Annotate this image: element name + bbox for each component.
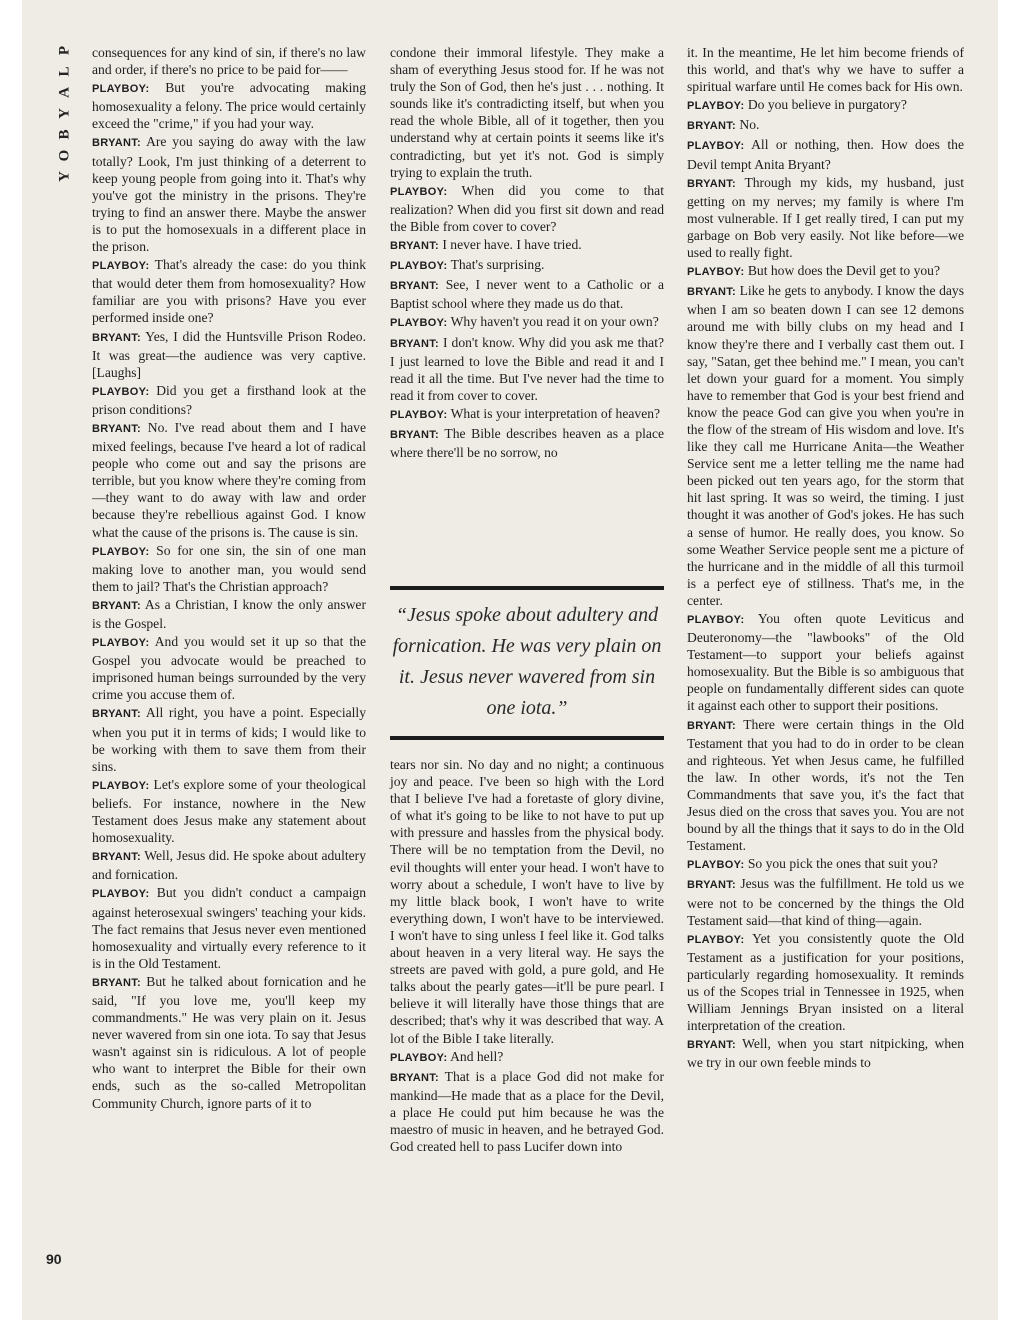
paragraph-text: There were certain things in the Old Testament that you had to do in order to be clean and righteous. Yet when Jesus came, he fulfilled the law. In other words, it's not the Ten Commandments that save you, it's the fact that Jesus died on the cross that saves you. You are not bound by all the things that it says to do in the Old Testament.: [687, 716, 964, 854]
paragraph-text: So for one sin, the sin of one man making love to another man, you would send them to jail? That's the Christian approach?: [92, 542, 366, 594]
interview-paragraph: [390, 425, 664, 461]
speaker-label: BRYANT:: [92, 137, 141, 150]
interview-paragraph: [390, 313, 664, 332]
speaker-label: BRYANT:: [390, 428, 439, 441]
speaker-label: PLAYBOY:: [687, 266, 745, 279]
interview-paragraph: [92, 256, 366, 326]
paragraph-text: But he talked about fornication and he said, "If you love me, you'll keep my commandments." He was very plain on it. Jesus never wavered from sin one iota. To say that Jesus wasn't against sin is ridiculous. A lot of people who want to interpret the Bible for their own ends, such as the so-called Metropolitan Community Church, ignore parts of it to: [92, 973, 366, 1111]
interview-paragraph: [687, 930, 964, 1035]
interview-paragraph: [687, 136, 964, 172]
speaker-label: BRYANT:: [390, 337, 439, 350]
speaker-label: BRYANT:: [687, 1039, 736, 1052]
masthead-letter: Y: [56, 108, 73, 119]
column-body-top: [390, 44, 664, 572]
paragraph-text: condone their immoral lifestyle. They make a sham of everything Jesus stood for. If he was not truly the Son of God, then he's just . . . nothing. It sounds like it's contradicting itself, but when you read the whole Bible, all of it together, then you understand why at certain points it seems like it's contradicting, but yet it's not. God is simply trying to explain the truth.: [390, 45, 664, 180]
paragraph-text: No. I've read about them and I have mixed feelings, because I've heard a lot of radical people who come out and say the prisons are terrible, but you know where they're coming from—they want to do away with law and order because they're rebellious against God. I know what the cause of the prisons is. The cause is sin.: [92, 419, 366, 540]
masthead-vertical: [52, 42, 78, 192]
column-body: [687, 44, 964, 1274]
interview-paragraph: [687, 1035, 964, 1071]
paragraph-text: Let's explore some of your theological beliefs. For instance, nowhere in the New Testament does Jesus make any statement about homosexuality.: [92, 776, 366, 846]
paragraph-text: Jesus was the fulfillment. He told us we were not to be concerned by the things the Old Testament said—that kind of thing—again.: [687, 876, 964, 928]
interview-paragraph: [390, 1068, 664, 1155]
paragraph-text: Yes, I did the Huntsville Prison Rodeo. It was great—the audience was very captive. [Laughs]: [92, 328, 366, 380]
interview-paragraph: [92, 79, 366, 132]
speaker-label: BRYANT:: [92, 851, 141, 864]
paragraph-text: And hell?: [450, 1048, 504, 1064]
interview-paragraph: [390, 405, 664, 424]
speaker-label: PLAYBOY:: [92, 637, 150, 650]
magazine-page: [22, 0, 998, 1320]
speaker-label: BRYANT:: [390, 280, 439, 293]
interview-paragraph: [687, 875, 964, 928]
paragraph-text: And you would set it up so that the Gospel you advocate would be preached to imprisoned human beings surrounded by the very crime you accuse them of.: [92, 634, 366, 703]
paragraph-text: Why haven't you read it on your own?: [450, 314, 659, 330]
paragraph-text: I don't know. Why did you ask me that? I just learned to love the Bible and read it and I read it all the time. But I've never had the time to read it from cover to cover.: [390, 334, 664, 403]
interview-paragraph: [92, 44, 366, 78]
column-body-bottom: [390, 756, 664, 1155]
speaker-label: BRYANT:: [92, 599, 141, 612]
paragraph-text: But how does the Devil get to you?: [747, 263, 940, 279]
interview-paragraph: [390, 756, 664, 1047]
interview-paragraph: [92, 884, 366, 971]
interview-paragraph: [92, 542, 366, 595]
interview-paragraph: [92, 776, 366, 846]
speaker-label: BRYANT:: [92, 422, 141, 435]
paragraph-text: See, I never went to a Catholic or a Baptist school where they made us do that.: [390, 277, 664, 312]
paragraph-text: consequences for any kind of sin, if there's no law and order, if there's no price to be paid for——: [92, 45, 366, 78]
paragraph-text: But you're advocating making homosexuality a felony. The price would certainly exceed the "crime," if you had your way.: [92, 80, 366, 132]
speaker-label: PLAYBOY:: [390, 408, 448, 421]
interview-paragraph: [92, 596, 366, 632]
paragraph-text: As a Christian, I know the only answer is the Gospel.: [92, 596, 366, 631]
interview-paragraph: [687, 262, 964, 281]
speaker-label: BRYANT:: [92, 708, 141, 721]
column-body: [92, 44, 366, 1274]
paragraph-text: Well, when you start nitpicking, when we try in our own feeble minds to: [687, 1036, 964, 1071]
text-column-3: [687, 44, 964, 1274]
interview-paragraph: [92, 847, 366, 883]
paragraph-text: So you pick the ones that suit you?: [747, 856, 938, 872]
masthead-letter: B: [56, 129, 73, 140]
interview-paragraph: [687, 610, 964, 715]
paragraph-text: That's surprising.: [450, 257, 545, 273]
speaker-label: PLAYBOY:: [390, 317, 448, 330]
speaker-label: BRYANT:: [390, 1071, 439, 1084]
paragraph-text: No.: [739, 117, 760, 133]
paragraph-text: That's already the case: do you think that would deter them from homosexuality? How familiar are you with prisons? Have you ever performed inside one?: [92, 257, 366, 326]
paragraph-text: The Bible describes heaven as a place where there'll be no sorrow, no: [390, 425, 664, 461]
paragraph-text: But you didn't conduct a campaign against heterosexual swingers' teaching your kids. The fact remains that Jesus never even mentioned homosexuality and virtually every reference to it is in the Old Testament.: [92, 885, 366, 971]
speaker-label: PLAYBOY:: [390, 260, 448, 273]
paragraph-text: it. In the meantime, He let him become friends of this world, and that's why we have to suffer a spiritual warfare until He comes back for His own.: [687, 45, 964, 95]
speaker-label: BRYANT:: [687, 879, 736, 892]
paragraph-text: I never have. I have tried.: [442, 237, 582, 253]
interview-paragraph: [92, 704, 366, 774]
masthead-letter: A: [56, 87, 73, 98]
speaker-label: BRYANT:: [687, 120, 736, 133]
interview-paragraph: [92, 973, 366, 1112]
interview-paragraph: [687, 855, 964, 874]
interview-paragraph: [92, 133, 366, 255]
speaker-label: BRYANT:: [687, 719, 736, 732]
paragraph-text: Did you get a firsthand look at the prison conditions?: [92, 382, 366, 417]
masthead-letter: L: [56, 66, 73, 77]
interview-paragraph: [390, 44, 664, 181]
speaker-label: BRYANT:: [92, 331, 141, 344]
masthead-letter: P: [56, 45, 73, 56]
speaker-label: PLAYBOY:: [92, 385, 150, 398]
speaker-label: PLAYBOY:: [390, 1051, 448, 1064]
interview-paragraph: [687, 174, 964, 261]
interview-paragraph: [92, 633, 366, 703]
speaker-label: PLAYBOY:: [687, 100, 745, 113]
interview-paragraph: [687, 44, 964, 95]
speaker-label: PLAYBOY:: [92, 779, 150, 792]
interview-paragraph: [92, 328, 366, 381]
speaker-label: PLAYBOY:: [390, 185, 448, 198]
interview-paragraph: [390, 236, 664, 255]
speaker-label: PLAYBOY:: [687, 140, 745, 153]
speaker-label: BRYANT:: [92, 976, 141, 989]
paragraph-text: Well, Jesus did. He spoke about adultery and fornication.: [92, 848, 366, 883]
paragraph-text: Are you saying do away with the law totally? Look, I'm just thinking of a deterrent to keep young people from going into it. That's why you've got the ministry in the prisons. They're trying to find an answer there. Maybe the answer is to put the homosexuals in a different place in the prison.: [92, 134, 366, 255]
paragraph-text: What is your interpretation of heaven?: [450, 405, 661, 421]
paragraph-text: Like he gets to anybody. I know the days when I am so beaten down I can see 12 demons around me with billy clubs on my head and I know they're there and I verbally cast them out. I say, "Satan, get thee behind me." I mean, you can't let down your guard for a moment. You simply have to remember that God is your best friend and know the peace God can give you when you're in the flow of the stream of His wisdom and love. It's like they call me Hurricane Anita—the Weather Service sent me a letter telling me the name had been picked out ten years ago, for the storm that hit last spring. It was so weird, the timing. I just thought it was another of God's jokes. He has such a sense of humor. He really does, you know. So some Weather Service people sent me a picture of the hurricane and in the middle of all this turmoil is a perfect eye of stillness. That's me, in the center.: [687, 283, 964, 608]
paragraph-text: Through my kids, my husband, just getting on my nerves; my family is where I'm most vulnerable. If I get really tired, I can put my garbage on Bob very easily. Not like before—we used to really fight.: [687, 174, 964, 261]
interview-paragraph: [390, 276, 664, 312]
paragraph-text: You often quote Leviticus and Deuteronomy—the "lawbooks" of the Old Testament—to support your beliefs against homosexuality. But the Bible is so ambiguous that people on fundamentally different sides can quote it against each other to support their positions.: [687, 611, 964, 714]
interview-paragraph: [390, 1048, 664, 1067]
interview-paragraph: [687, 96, 964, 115]
speaker-label: BRYANT:: [687, 286, 736, 299]
interview-paragraph: [92, 419, 366, 541]
speaker-label: PLAYBOY:: [92, 888, 150, 901]
paragraph-text: tears nor sin. No day and no night; a continuous joy and peace. I've been so high with the Lord that I believe I've had a foretaste of glory divine, of what it's going to be like to not have to put up with pressure and hassles from the physical body. There will be no temptation from the Devil, no evil thoughts will enter your head. I won't have to worry about a schedule, I won't have to live by my little black book, I won't have to write everything down, I won't have to be interviewed. I won't have to sing unless I feel like it. God talks about heaven in a very literal way. He says the streets are paved with gold, a pure gold, and He talks about the pearly gates—it'll be pure pearl. I believe it will literally have those things that are described; that's why it was described that way. A lot of the Bible I take literally.: [390, 757, 664, 1046]
speaker-label: PLAYBOY:: [92, 260, 150, 273]
paragraph-text: All or nothing, then. How does the Devil tempt Anita Bryant?: [687, 137, 964, 172]
paragraph-text: Yet you consistently quote the Old Testament as a justification for your positions, particularly regarding homosexuality. It reminds us of the Scopes trial in Tennessee in 1925, when William Jennings Bryan insisted on a literal interpretation of the creation.: [687, 930, 964, 1034]
paragraph-text: When did you come to that realization? When did you first sit down and read the Bible from cover to cover?: [390, 182, 664, 234]
interview-paragraph: [687, 716, 964, 855]
speaker-label: PLAYBOY:: [687, 859, 745, 872]
interview-paragraph: [390, 334, 664, 404]
paragraph-text: All right, you have a point. Especially when you put it in terms of kids; I would like to be working with them to save them from their sins.: [92, 705, 366, 774]
masthead-letter: O: [56, 149, 73, 162]
text-column-1: [92, 44, 366, 1274]
speaker-label: PLAYBOY:: [687, 933, 745, 946]
speaker-label: PLAYBOY:: [92, 83, 150, 96]
text-column-2: [390, 44, 664, 1156]
speaker-label: PLAYBOY:: [92, 545, 150, 558]
paragraph-text: That is a place God did not make for mankind—He made that as a place for the Devil, a place He could put him because he was the maestro of music in heaven, and he betrayed God. God created hell to pass Lucifer down into: [390, 1068, 664, 1155]
interview-paragraph: [687, 282, 964, 609]
paragraph-text: Do you believe in purgatory?: [747, 97, 907, 113]
speaker-label: BRYANT:: [390, 240, 439, 253]
interview-paragraph: [92, 382, 366, 418]
interview-paragraph: [390, 182, 664, 235]
pull-quote: “Jesus spoke about adultery and fornication. He was very plain on it. Jesus never wavered from sin one iota.”: [390, 586, 664, 740]
page-number: 90: [46, 1251, 62, 1267]
speaker-label: PLAYBOY:: [687, 614, 745, 626]
speaker-label: BRYANT:: [687, 177, 736, 190]
masthead-letter: Y: [56, 171, 73, 182]
interview-paragraph: [687, 116, 964, 135]
interview-paragraph: [390, 256, 664, 275]
